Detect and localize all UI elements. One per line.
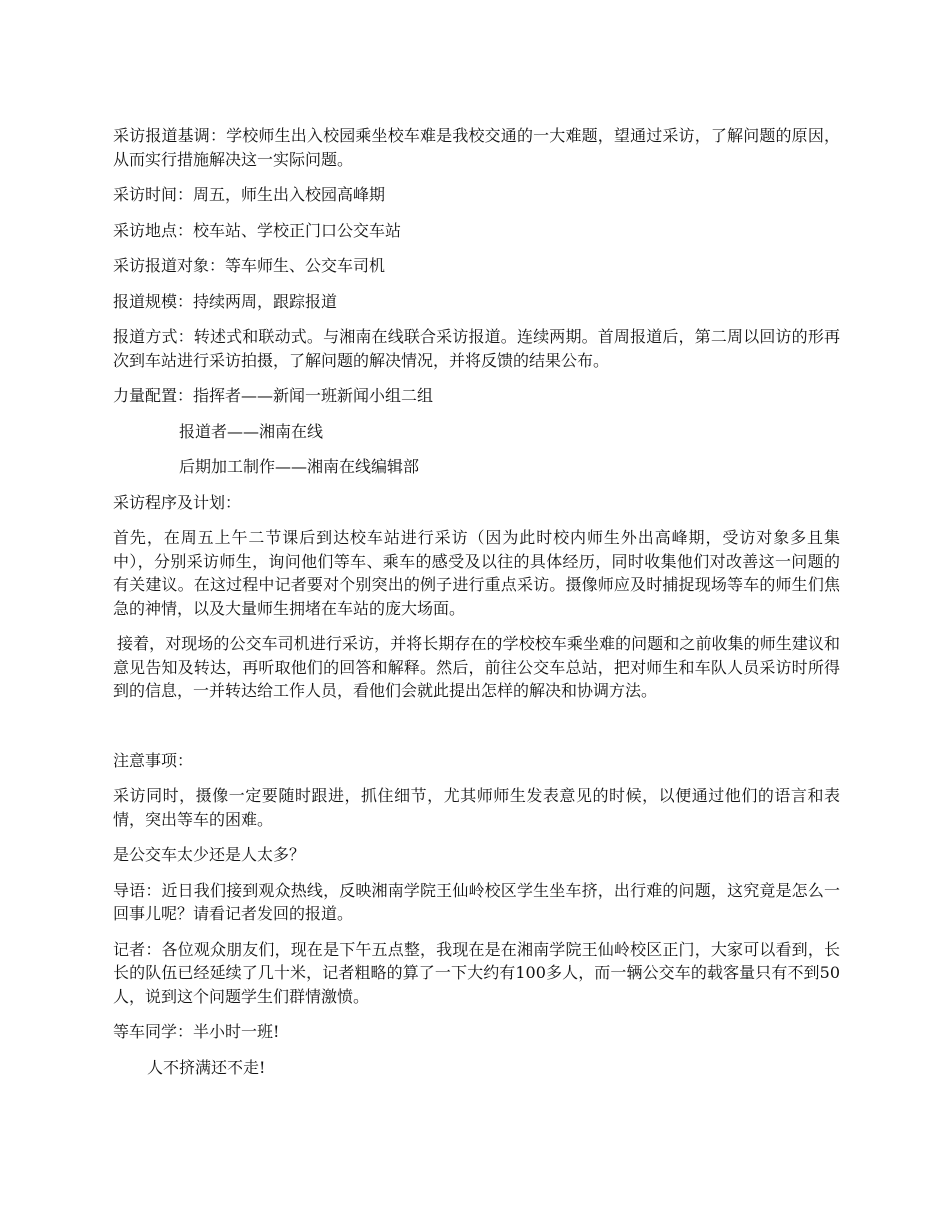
paragraph-interview-tone: 采访报道基调：学校师生出入校园乘坐校车难是我校交通的一大难题，望通过采访，了解问题的原因，从而实行措施解决这一实际问题。 (113, 126, 840, 169)
paragraph-staffing-reporter: 报道者——湘南在线 (179, 421, 324, 441)
paragraph-staffing: 力量配置：指挥者——新闻一班新闻小组二组 (113, 386, 434, 405)
document-page (113, 124, 840, 1091)
paragraph-procedure-first: 首先，在周五上午二节课后到达校车站进行采访（因为此时校内师生外出高峰期，受访对象多且集中），分别采访师生，询问他们等车、乘车的感受及以往的具体经历，同时收集他们对改善这一问题的有关建议。在这过程中记者要对个别突出的例子进行重点采访。摄像师应及时捕捉现场等车的师生们焦急的神情，以及大量师生拥堵在车站的庞大场面。 (113, 528, 840, 618)
paragraph-lead: 导语：近日我们接到观众热线，反映湘南学院王仙岭校区学生坐车挤，出行难的问题，这究竟是怎么一回事儿呢？请看记者发回的报道。 (113, 880, 840, 923)
paragraph-student-quote-2: 人不挤满还不走! (147, 1057, 266, 1077)
paragraph-notes-body: 采访同时，摄像一定要随时跟进，抓住细节，尤其师师生发表意见的时候，以便通过他们的语言和表情，突出等车的困难。 (113, 786, 840, 829)
paragraph-notes-heading: 注意事项： (113, 750, 194, 770)
blank-line (113, 715, 840, 749)
paragraph-staffing-postproduction: 后期加工制作——湘南在线编辑部 (179, 457, 420, 476)
paragraph-story-title: 是公交车太少还是人太多？ (113, 845, 306, 864)
paragraph-procedure-heading: 采访程序及计划： (113, 492, 242, 512)
paragraph-reporter: 记者：各位观众朋友们，现在是下午五点整，我现在是在湘南学院王仙岭校区正门，大家可以看到，长长的队伍已经延续了几十米，记者粗略的算了一下大约有100多人，而一辆公交车的载客量只有不到50人，说到这个问题学生们群情激愤。 (113, 939, 840, 1006)
paragraph-report-method: 报道方式：转述式和联动式。与湘南在线联合采访报道。连续两期。首周报道后，第二周以回访的形再次到车站进行采访拍摄，了解问题的解决情况，并将反馈的结果公布。 (113, 327, 840, 370)
paragraph-interview-time: 采访时间：周五，师生出入校园高峰期 (113, 185, 386, 204)
paragraph-interview-location: 采访地点：校车站、学校正门口公交车站 (113, 220, 402, 240)
paragraph-student-quote-1: 等车同学：半小时一班! (113, 1022, 280, 1041)
paragraph-interview-subjects: 采访报道对象：等车师生、公交车司机 (113, 256, 386, 275)
paragraph-procedure-next: 接着，对现场的公交车司机进行采访，并将长期存在的学校校车乘坐难的问题和之前收集的师生建议和意见告知及转达，再听取他们的回答和解释。然后，前往公交车总站，把对师生和车队人员采访时所得到的信息，一并转达给工作人员，看他们会就此提出怎样的解决和协调方法。 (113, 634, 840, 700)
paragraph-report-scale: 报道规模：持续两周，跟踪报道 (113, 291, 338, 311)
